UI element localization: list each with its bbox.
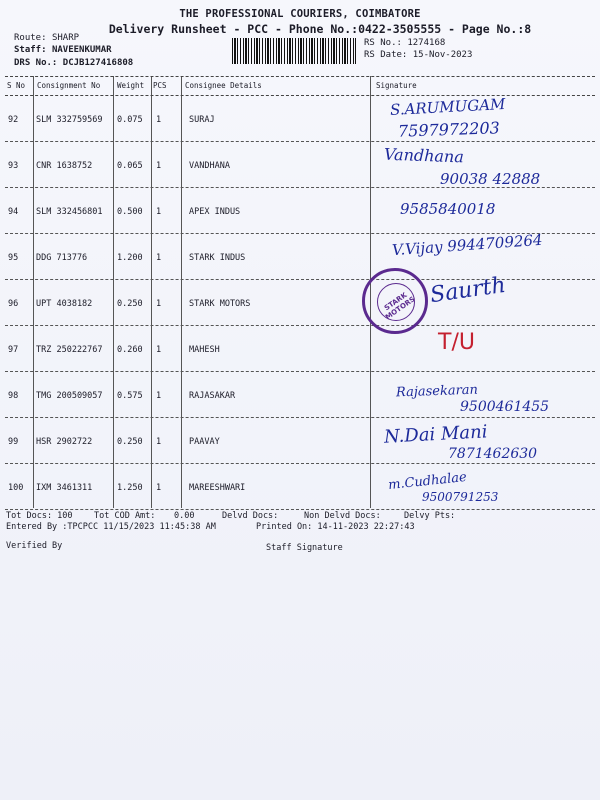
rs-number: RS No.: 1274168	[364, 38, 446, 48]
row-weight: 0.500	[117, 207, 143, 217]
row-weight: 0.575	[117, 391, 143, 401]
barcode	[232, 38, 356, 64]
table-header	[5, 76, 595, 96]
company-stamp	[362, 268, 428, 334]
entered-by: Entered By :TPCPCC 11/15/2023 11:45:38 AM	[6, 522, 216, 532]
signature-name: N.Dai Mani	[383, 421, 488, 448]
stamp-text: STARK MOTORS	[382, 291, 417, 322]
staff-value: NAVEENKUMAR	[51, 45, 112, 55]
row-pcs: 1	[156, 115, 162, 125]
row-consignee: VANDHANA	[189, 161, 230, 171]
staff-signature: Staff Signature	[266, 543, 343, 553]
signature-phone: 9500791253	[422, 490, 499, 504]
row-consignment: CNR 1638752	[36, 161, 93, 171]
verified-by: Verified By	[6, 541, 63, 551]
signature-scribble: Saurth	[428, 272, 508, 309]
row-pcs: 1	[156, 253, 162, 263]
row-pcs: 1	[156, 207, 162, 217]
row-weight: 0.250	[117, 299, 143, 309]
printed-on: Printed On: 14-11-2023 22:27:43	[256, 522, 415, 532]
row-pcs: 1	[156, 391, 162, 401]
col-sno: S No	[7, 81, 26, 90]
row-sno: 97	[8, 345, 19, 355]
row-sno: 92	[8, 115, 19, 125]
drs-label: DRS No.:	[14, 58, 58, 68]
row-consignee: STARK INDUS	[189, 253, 246, 263]
signature-name: S.ARUMUGAM	[389, 94, 506, 120]
table-row	[5, 95, 595, 142]
route-line	[14, 33, 79, 43]
staff-label: Staff:	[14, 45, 47, 55]
row-consignment: UPT 4038182	[36, 299, 93, 309]
total-cod-amount: 0.00	[174, 511, 195, 521]
table-row	[5, 187, 595, 234]
delivered-docs: Delvd Docs:	[222, 511, 279, 521]
table-row	[5, 463, 595, 510]
row-sno: 99	[8, 437, 19, 447]
table-row	[5, 325, 595, 372]
row-consignee: RAJASAKAR	[189, 391, 236, 401]
col-signature: Signature	[376, 81, 417, 90]
row-consignment: IXM 3461311	[36, 483, 93, 493]
staff-line	[14, 45, 112, 55]
row-consignment: DDG 713776	[36, 253, 88, 263]
non-delivered-docs: Non Delvd Docs:	[304, 511, 381, 521]
col-consignee: Consignee Details	[185, 81, 262, 90]
total-cod-label: Tot COD Amt:	[94, 511, 156, 521]
row-consignment: TMG 200509057	[36, 391, 103, 401]
row-consignee: APEX INDUS	[189, 207, 241, 217]
route-label: Route:	[14, 33, 47, 43]
row-consignment: SLM 332456801	[36, 207, 103, 217]
col-pcs: PCS	[153, 81, 167, 90]
row-consignee: STARK MOTORS	[189, 299, 251, 309]
table-row	[5, 279, 595, 326]
runsheet-title: Delivery Runsheet - PCC - Phone No.:0422-3505555 - Page No.:8	[108, 22, 532, 36]
row-consignee: PAAVAY	[189, 437, 220, 447]
row-weight: 0.075	[117, 115, 143, 125]
signature-phone: 90038 42888	[440, 170, 541, 188]
row-consignee: MAREESHWARI	[189, 483, 246, 493]
row-pcs: 1	[156, 437, 162, 447]
row-sno: 93	[8, 161, 19, 171]
row-weight: 1.200	[117, 253, 143, 263]
signature-name: Vandhana	[383, 144, 465, 167]
drs-value: DCJB127416808	[62, 58, 134, 68]
total-docs: Tot Docs: 100	[6, 511, 73, 521]
row-pcs: 1	[156, 299, 162, 309]
signature-phone: 7597972203	[397, 118, 501, 141]
row-sno: 98	[8, 391, 19, 401]
company-title: THE PROFESSIONAL COURIERS, COIMBATORE	[179, 8, 421, 20]
signature-name: m.Cudhalae	[387, 469, 468, 494]
row-weight: 0.250	[117, 437, 143, 447]
signature-name: Rajasekaran	[395, 382, 479, 401]
drs-line	[14, 58, 133, 68]
col-weight: Weight	[117, 81, 145, 90]
signature-phone: 9585840018	[400, 200, 496, 218]
row-pcs: 1	[156, 161, 162, 171]
row-sno: 95	[8, 253, 19, 263]
tu-mark: T/U	[438, 330, 475, 355]
row-sno: 94	[8, 207, 19, 217]
route-value: SHARP	[51, 33, 80, 43]
row-consignment: SLM 332759569	[36, 115, 103, 125]
row-sno: 96	[8, 299, 19, 309]
row-weight: 0.065	[117, 161, 143, 171]
row-consignee: MAHESH	[189, 345, 220, 355]
row-weight: 0.260	[117, 345, 143, 355]
row-consignee: SURAJ	[189, 115, 215, 125]
signature-name: V.Vijay 9944709264	[391, 230, 544, 260]
row-consignment: TRZ 250222767	[36, 345, 103, 355]
row-sno: 100	[8, 483, 24, 493]
delivery-points: Delvy Pts:	[404, 511, 456, 521]
row-weight: 1.250	[117, 483, 143, 493]
row-pcs: 1	[156, 345, 162, 355]
signature-phone: 7871462630	[448, 446, 538, 462]
row-consignment: HSR 2902722	[36, 437, 93, 447]
row-pcs: 1	[156, 483, 162, 493]
rs-date: RS Date: 15-Nov-2023	[364, 50, 473, 60]
col-consignment: Consignment No	[37, 81, 101, 90]
signature-phone: 9500461455	[460, 399, 550, 415]
